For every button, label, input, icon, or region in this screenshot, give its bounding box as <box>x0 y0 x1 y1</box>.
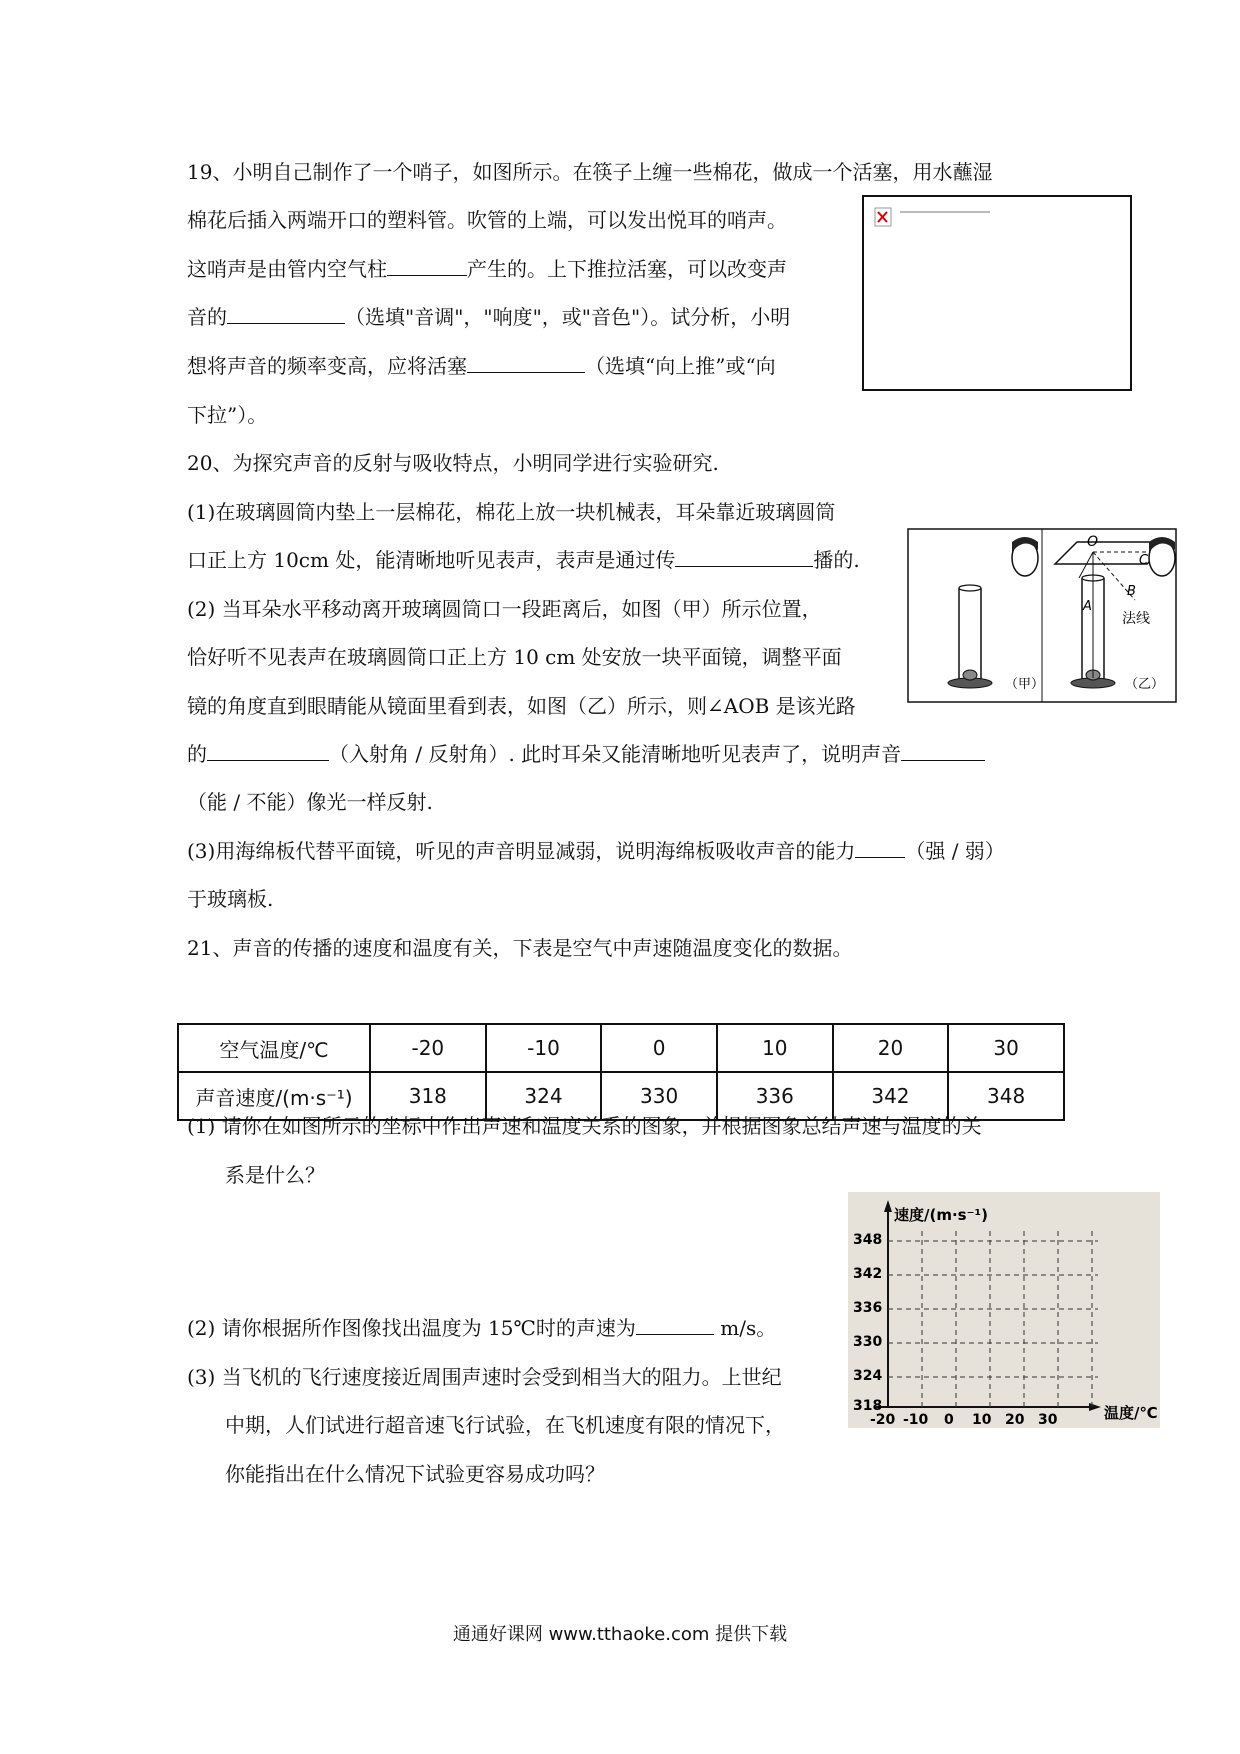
x-tick-label: 30 <box>1038 1412 1058 1428</box>
table-cell: 336 <box>717 1072 833 1120</box>
table-cell: 342 <box>833 1072 949 1120</box>
x-tick-label: 20 <box>1005 1412 1025 1428</box>
table-cell: -10 <box>486 1024 602 1072</box>
q20-p3-line-2: 于玻璃板. <box>187 887 274 911</box>
table-header-speed: 声音速度/(m·s⁻¹) <box>178 1072 370 1120</box>
answer-blank-absorb[interactable] <box>855 839 905 858</box>
answer-blank-medium[interactable] <box>675 548 813 567</box>
q20-p3-line-1: (3)用海绵板代替平面镜，听见的声音明显减弱，说明海绵板吸收声音的能力 （强 / 弱） <box>187 839 1005 863</box>
table-cell: -20 <box>370 1024 486 1072</box>
q19-line-1: 19、小明自己制作了一个哨子，如图所示。在筷子上缠一些棉花，做成一个活塞，用水蘸湿 <box>187 160 993 184</box>
y-tick-label: 330 <box>853 1334 883 1350</box>
broken-image-icon <box>874 207 892 227</box>
y-tick-label: 342 <box>853 1266 883 1282</box>
q20-p1-line-2: 口正上方 10cm 处，能清晰地听见表声，表声是通过传 播的. <box>187 548 860 572</box>
label-jia: （甲） <box>1005 677 1045 692</box>
q19-line-5: 想将声音的频率变高，应将活塞 （选填“向上推”或“向 <box>187 354 776 378</box>
q20-p2-line-2: 恰好听不见表声在玻璃圆筒口正上方 10 cm 处安放一块平面镜，调整平面 <box>187 645 842 669</box>
graph-x-axis-label: 温度/℃ <box>1104 1404 1158 1422</box>
speed-temperature-grid <box>848 1192 1160 1428</box>
label-o: O <box>1087 534 1099 550</box>
q21-p1-line-2: 系是什么？ <box>225 1163 325 1187</box>
table-cell: 20 <box>833 1024 949 1072</box>
y-tick-label: 336 <box>853 1300 883 1316</box>
sound-speed-table <box>177 1023 1065 1121</box>
x-tick-label: -10 <box>903 1412 929 1428</box>
whistle-figure-placeholder <box>862 195 1132 391</box>
table-cell: 348 <box>948 1072 1064 1120</box>
label-normal: 法线 <box>1122 611 1150 627</box>
q21-p2: (2) 请你根据所作图像找出温度为 15℃时的声速为 m/s。 <box>187 1316 777 1340</box>
q19-line-3: 这哨声是由管内空气柱 产生的。上下推拉活塞，可以改变声 <box>187 257 787 281</box>
label-b: B <box>1127 584 1136 599</box>
graph-y-axis-label: 速度/(m·s⁻¹) <box>894 1206 988 1224</box>
x-tick-label: 0 <box>944 1412 954 1428</box>
q20-p2-line-4: 的 （入射角 / 反射角）. 此时耳朵又能清晰地听见表声了，说明声音 <box>187 741 985 767</box>
answer-blank-vibration[interactable] <box>387 257 467 276</box>
page-footer: 通通好课网 www.tthaoke.com 提供下载 <box>452 1624 788 1645</box>
q20-intro: 20、为探究声音的反射与吸收特点，小明同学进行实验研究. <box>187 451 719 475</box>
q21-p3-line-3: 你能指出在什么情况下试验更容易成功吗？ <box>225 1462 605 1486</box>
table-row-temperature <box>178 1024 1064 1072</box>
y-tick-label: 324 <box>853 1368 883 1384</box>
answer-blank-piston[interactable] <box>467 354 585 373</box>
table-cell: 0 <box>601 1024 717 1072</box>
q19-line-6: 下拉”）。 <box>187 403 268 427</box>
q19-line-4: 音的 （选填"音调"，"响度"，或"音色"）。试分析，小明 <box>187 305 791 329</box>
table-header-temperature: 空气温度/℃ <box>178 1024 370 1072</box>
table-cell: 324 <box>486 1072 602 1120</box>
x-tick-label: 10 <box>972 1412 992 1428</box>
q20-p2-line-3: 镜的角度直到眼睛能从镜面里看到表，如图（乙）所示，则∠AOB 是该光路 <box>187 694 856 718</box>
head-right <box>1149 537 1175 576</box>
y-tick-label: 318 <box>853 1398 883 1414</box>
q21-p3-line-2: 中期，人们试进行超音速飞行试验，在飞机速度有限的情况下， <box>225 1413 785 1437</box>
table-cell: 30 <box>948 1024 1064 1072</box>
q19-line-2: 棉花后插入两端开口的塑料管。吹管的上端，可以发出悦耳的哨声。 <box>187 208 787 232</box>
answer-blank-angle[interactable] <box>207 742 329 761</box>
answer-blank-can-reflect[interactable] <box>901 742 985 761</box>
table-cell: 318 <box>370 1072 486 1120</box>
q20-p1-line-1: (1)在玻璃圆筒内垫上一层棉花，棉花上放一块机械表，耳朵靠近玻璃圆筒 <box>187 500 836 524</box>
label-yi: （乙） <box>1125 677 1165 692</box>
q21-intro: 21、声音的传播的速度和温度有关，下表是空气中声速随温度变化的数据。 <box>187 936 853 960</box>
table-cell: 330 <box>601 1072 717 1120</box>
q21-p1-line-1: (1) 请你在如图所示的坐标中作出声速和温度关系的图象，并根据图象总结声速与温度的关 <box>187 1114 982 1138</box>
reflection-experiment-figure <box>907 528 1177 703</box>
q21-p3-line-1: (3) 当飞机的飞行速度接近周围声速时会受到相当大的阻力。上世纪 <box>187 1365 782 1389</box>
answer-blank-speed-15c[interactable] <box>636 1316 714 1335</box>
table-cell: 10 <box>717 1024 833 1072</box>
x-tick-label: -20 <box>870 1412 896 1428</box>
placeholder-text-lines <box>900 211 990 213</box>
answer-blank-property[interactable] <box>227 305 345 324</box>
head-left <box>1012 537 1038 576</box>
q20-p2-line-5: （能 / 不能）像光一样反射. <box>187 790 433 814</box>
y-tick-label: 348 <box>853 1232 883 1248</box>
q20-p2-line-1: (2) 当耳朵水平移动离开玻璃圆筒口一段距离后，如图（甲）所示位置， <box>187 597 822 621</box>
label-a: A <box>1083 599 1092 614</box>
label-c: C <box>1139 553 1149 568</box>
